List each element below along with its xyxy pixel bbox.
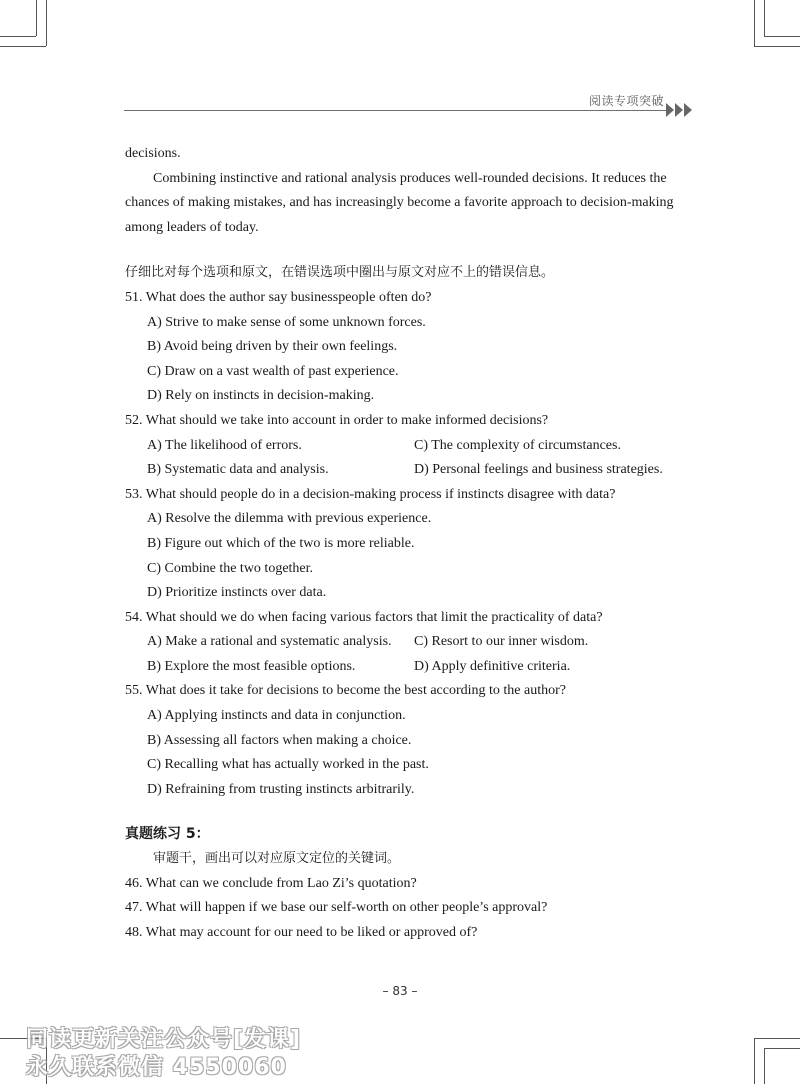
watermark-line-2: 永久联系微信 4550060: [26, 1055, 287, 1080]
instruction-text: 仔细比对每个选项和原文，在错误选项中圈出与原文对应不上的错误信息。: [125, 265, 555, 281]
option-55-b: B) Assessing all factors when making a choice.: [147, 732, 412, 748]
option-52-a: A) The likelihood of errors.: [147, 437, 302, 453]
question-53: 53. What should people do in a decision-making process if instincts disagree with data?: [125, 486, 616, 502]
question-52: 52. What should we take into account in order to make informed decisions?: [125, 412, 549, 428]
option-54-b: B) Explore the most feasible options.: [147, 658, 356, 674]
watermark-line-1: 同读更新关注公众号[发课]: [26, 1027, 302, 1052]
option-row: [125, 655, 681, 680]
crop-mark: [0, 46, 46, 47]
option-row: [125, 630, 681, 655]
option-53-a: A) Resolve the dilemma with previous experience.: [147, 511, 432, 527]
crop-mark: [764, 36, 800, 37]
crop-mark: [754, 1038, 800, 1039]
header-rule: [124, 110, 672, 111]
option-52-d: D) Personal feelings and business strategies.: [414, 462, 663, 478]
option-54-a: A) Make a rational and systematic analysis.: [147, 634, 392, 650]
triple-chevron-icon: [666, 102, 696, 118]
option-52-b: B) Systematic data and analysis.: [147, 462, 329, 478]
crop-mark: [754, 1038, 755, 1084]
option-55-c: C) Recalling what has actually worked in the past.: [147, 757, 429, 773]
paragraph-line: chances of making mistakes, and has increasingly become a favorite approach to decision-making: [125, 195, 674, 211]
paragraph-line: among leaders of today.: [125, 219, 259, 235]
question-46: 46. What can we conclude from Lao Zi’s quotation?: [125, 875, 417, 891]
option-53-b: B) Figure out which of the two is more reliable.: [147, 535, 415, 551]
option-53-c: C) Combine the two together.: [147, 560, 314, 576]
page-number: – 83 –: [382, 984, 418, 998]
crop-mark: [36, 0, 37, 36]
option-51-d: D) Rely on instincts in decision-making.: [147, 388, 375, 404]
crop-mark: [764, 1048, 765, 1084]
crop-mark: [764, 1048, 800, 1049]
option-55-d: D) Refraining from trusting instincts arbitrarily.: [147, 781, 415, 797]
option-row: [125, 434, 681, 459]
question-47: 47. What will happen if we base our self-worth on other people’s approval?: [125, 900, 548, 916]
question-48: 48. What may account for our need to be liked or approved of?: [125, 924, 478, 940]
option-row: [125, 458, 681, 483]
paragraph-line: decisions.: [125, 146, 181, 161]
option-55-a: A) Applying instincts and data in conjunction.: [147, 708, 406, 724]
question-54: 54. What should we do when facing various factors that limit the practicality of data?: [125, 609, 603, 625]
crop-mark: [0, 36, 36, 37]
option-54-c: C) Resort to our inner wisdom.: [414, 634, 589, 650]
running-header-title: 阅读专项突破: [588, 94, 664, 108]
option-53-d: D) Prioritize instincts over data.: [147, 585, 327, 601]
question-55: 55. What does it take for decisions to become the best according to the author?: [125, 683, 566, 699]
crop-mark: [46, 0, 47, 46]
option-51-b: B) Avoid being driven by their own feelings.: [147, 339, 398, 355]
crop-mark: [764, 0, 765, 36]
option-51-c: C) Draw on a vast wealth of past experience.: [147, 363, 399, 379]
option-51-a: A) Strive to make sense of some unknown forces.: [147, 314, 426, 330]
paragraph-line: Combining instinctive and rational analysis produces well-rounded decisions. It reduces the: [153, 170, 667, 186]
page-content: [125, 142, 681, 945]
question-51: 51. What does the author say businesspeople often do?: [125, 289, 432, 305]
option-52-c: C) The complexity of circumstances.: [414, 437, 621, 453]
section-instruction: 审题干，画出可以对应原文定位的关键词。: [153, 851, 401, 867]
section-heading: 真题练习 5：: [125, 826, 210, 843]
crop-mark: [754, 46, 800, 47]
crop-mark: [754, 0, 755, 46]
option-54-d: D) Apply definitive criteria.: [414, 658, 571, 674]
